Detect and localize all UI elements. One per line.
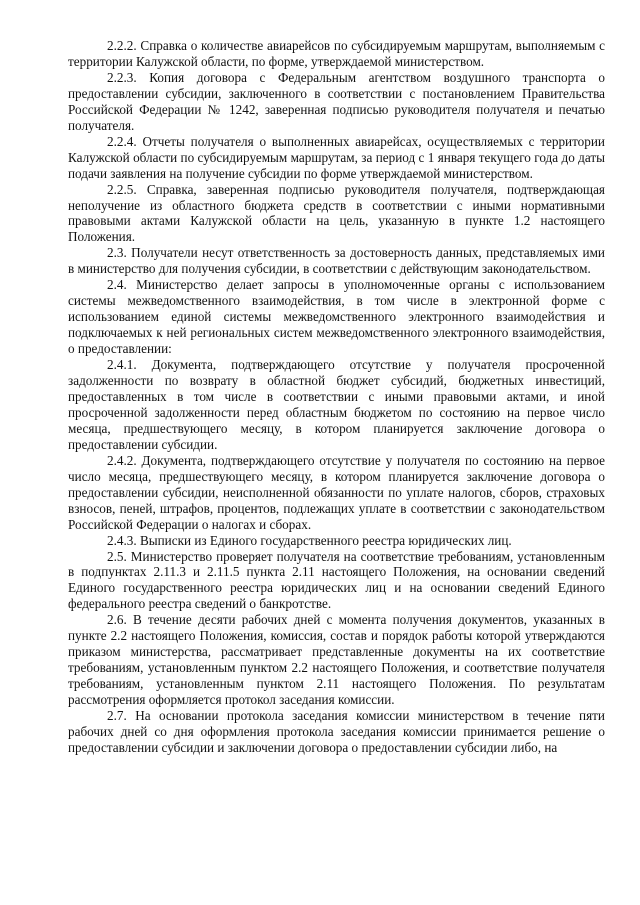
paragraph-2-3: 2.3. Получатели несут ответственность за достоверность данных, представляемых ими в министерство для получения субсидии, в соответствии с действующим законодательством. xyxy=(68,245,605,277)
paragraph-2-4-1: 2.4.1. Документа, подтверждающего отсутствие у получателя просроченной задолженности по возврату в областной бюджет субсидий, бюджетных инвестиций, предоставленных в том числе в соответствии с иными правовыми актами, и иной просроченной задолженности перед областным бюджетом по состоянию на первое число месяца, предшествующего месяцу, в котором планируется заключение договора о предоставлении субсидии. xyxy=(68,357,605,452)
paragraph-2-2-4: 2.2.4. Отчеты получателя о выполненных авиарейсах, осуществляемых с территории Калужской области по субсидируемым маршрутам, за период с 1 января текущего года до даты подачи заявления на получение субсидии по форме утверждаемой министерством. xyxy=(68,133,605,181)
paragraph-2-5: 2.5. Министерство проверяет получателя на соответствие требованиям, установленным в подпунктах 2.11.3 и 2.11.5 пункта 2.11 настоящего Положения, на основании сведений Единого государственного реестра юридических лиц и на основании сведений Единого федерального реестра сведений о банкротстве. xyxy=(68,548,605,612)
paragraph-2-2-2: 2.2.2. Справка о количестве авиарейсов по субсидируемым маршрутам, выполняемым с территории Калужской области, по форме, утверждаемой министерством. xyxy=(68,38,605,69)
paragraph-2-7: 2.7. На основании протокола заседания комиссии министерством в течение пяти рабочих дней со дня оформления протокола заседания комиссии принимается решение о предоставлении субсидии и заключении договора о предоставлении субсидии либо, на xyxy=(68,708,605,755)
paragraph-2-2-3: 2.2.3. Копия договора с Федеральным агентством воздушного транспорта о предоставлении субсидии, заключенного в соответствии с постановлением Правительства Российской Федерации № 1242, заверенная подписью руководителя получателя и печатью получателя. xyxy=(68,69,605,133)
document-page xyxy=(68,38,605,756)
paragraph-2-4: 2.4. Министерство делает запросы в уполномоченные органы с использованием системы межведомственного взаимодействия, в том числе в электронной форме с использованием единой системы межведомственного электронного взаимодействия и подключаемых к ней региональных систем межведомственного электронного взаимодействия, о предоставлении: xyxy=(68,277,605,357)
paragraph-2-2-5: 2.2.5. Справка, заверенная подписью руководителя получателя, подтверждающая неполучение из областного бюджета средств в соответствии с иными нормативными правовыми актами Калужской области на цель, указанную в пункте 1.2 настоящего Положения. xyxy=(68,181,605,245)
paragraph-2-4-2: 2.4.2. Документа, подтверждающего отсутствие у получателя по состоянию на первое число месяца, предшествующего месяцу, в котором планируется заключение договора о предоставлении субсидии, неисполненной обязанности по уплате налогов, сборов, страховых взносов, пеней, штрафов, процентов, подлежащих уплате в соответствии с законодательством Российской Федерации о налогах и сборах. xyxy=(68,452,605,532)
paragraph-2-6: 2.6. В течение десяти рабочих дней с момента получения документов, указанных в пункте 2.2 настоящего Положения, комиссия, состав и порядок работы которой утверждаются приказом министерства, рассматривает представленные документы на их соответствие требованиям, установленным пунктом 2.2 настоящего Положения, и соответствие получателя требованиям, установленным пунктом 2.11 настоящего Положения. По результатам рассмотрения оформляется протокол заседания комиссии. xyxy=(68,612,605,708)
paragraph-2-4-3: 2.4.3. Выписки из Единого государственного реестра юридических лиц. xyxy=(107,532,512,548)
